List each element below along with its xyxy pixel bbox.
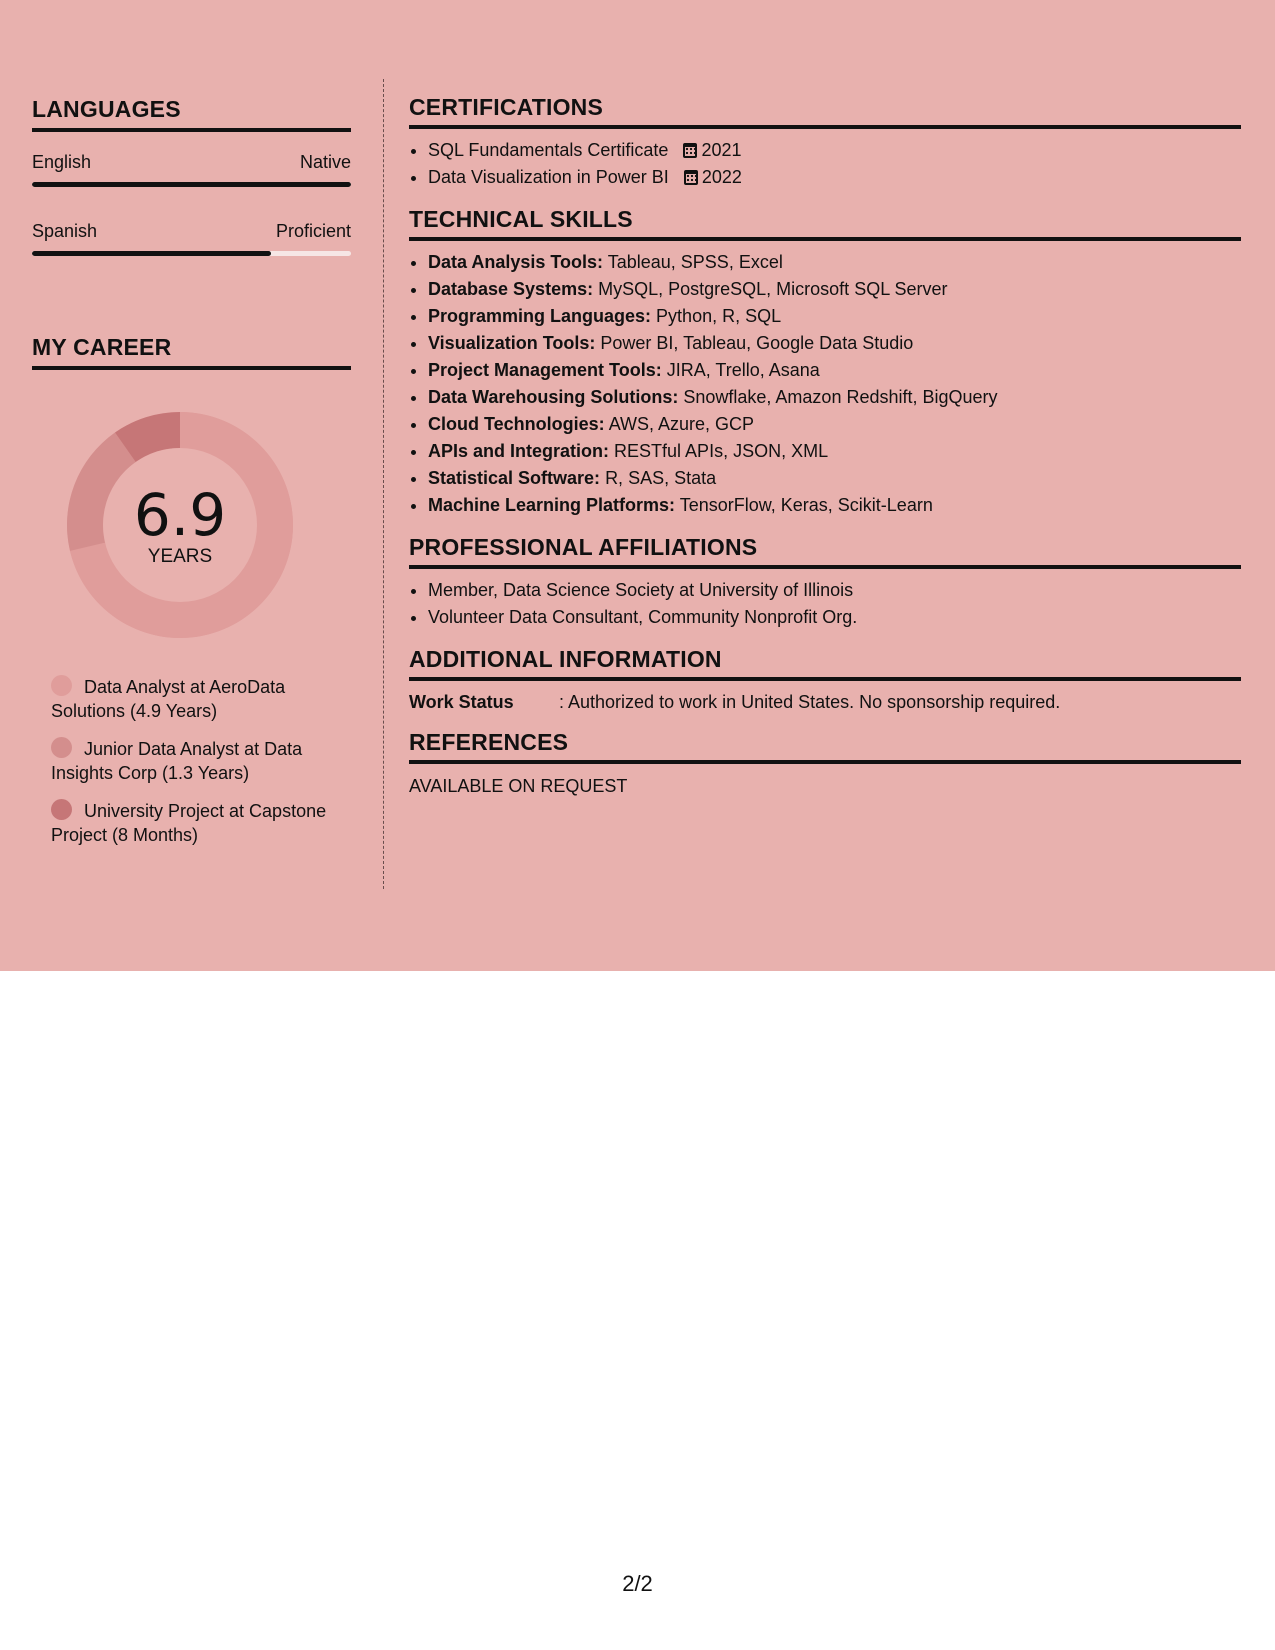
skill-item [428,330,1241,357]
legend-item [51,799,341,847]
work-status-row [409,690,1241,714]
skill-item [428,303,1241,330]
calendar-icon [684,170,698,185]
skill-values: JIRA, Trello, Asana [666,360,820,380]
skill-category: Programming Languages: [428,306,652,326]
calendar-icon [683,143,697,158]
skill-category: Data Warehousing Solutions: [428,387,679,407]
skill-values: R, SAS, Stata [605,468,717,488]
career-title: MY CAREER [32,333,351,370]
skill-item [428,276,1241,303]
certification-item [428,164,1241,191]
certification-name: SQL Fundamentals Certificate [428,140,669,160]
skill-category: Cloud Technologies: [428,414,605,434]
legend-label: University Project at Capstone Project (8 Months) [51,801,327,845]
skill-values: TensorFlow, Keras, Scikit-Learn [679,495,933,515]
skill-values: Tableau, SPSS, Excel [607,252,783,272]
additional-info-section [409,645,1241,714]
certification-year: 2022 [701,167,742,187]
skill-item [428,411,1241,438]
skill-values: Snowflake, Amazon Redshift, BigQuery [683,387,998,407]
affiliation-item: • Member, Data Science Society at University of Illinois [428,577,1241,604]
skill-values: MySQL, PostgreSQL, Microsoft SQL Server [598,279,948,299]
language-proficiency-bar [32,182,351,187]
left-column [32,95,351,861]
technical-skills-title: TECHNICAL SKILLS [409,205,1241,241]
skill-values: Python, R, SQL [656,306,782,326]
skill-item [428,249,1241,276]
language-proficiency-bar [32,251,351,256]
work-status-label: Work Status [409,692,514,712]
language-level: Native [299,152,351,172]
skill-item [428,357,1241,384]
skill-category: Database Systems: [428,279,594,299]
certifications-title: CERTIFICATIONS [409,93,1241,129]
certifications-section [409,93,1241,191]
certification-name: Data Visualization in Power BI [428,167,669,187]
language-proficiency-fill [32,251,271,256]
career-donut-chart [67,412,293,638]
skill-category: APIs and Integration: [428,441,610,461]
certifications-list [409,137,1241,191]
career-total-years: 6.9 [133,481,227,549]
right-column [409,93,1241,798]
skill-item [428,438,1241,465]
skill-values: RESTful APIs, JSON, XML [614,441,829,461]
career-legend [51,675,351,847]
career-total-unit: YEARS [147,546,213,567]
legend-swatch [51,675,72,696]
skill-category: Machine Learning Platforms: [428,495,676,515]
languages-title: LANGUAGES [32,95,351,132]
language-level: Proficient [275,221,351,241]
skill-item [428,465,1241,492]
references-title: REFERENCES [409,728,1241,764]
references-section [409,728,1241,798]
legend-label: Data Analyst at AeroData Solutions (4.9 Years) [51,677,286,721]
language-name: Spanish [32,221,98,241]
skill-values: Power BI, Tableau, Google Data Studio [600,333,914,353]
skill-category: Statistical Software: [428,468,601,488]
language-item-english [32,151,351,187]
skill-item [428,384,1241,411]
skill-item [428,492,1241,519]
legend-item [51,675,341,723]
language-name: English [32,152,92,172]
work-status-value: : Authorized to work in United States. No sponsorship required. [559,692,1061,712]
legend-swatch [51,737,72,758]
column-divider [383,79,384,889]
page-number: 2/2 [622,1571,653,1596]
certification-item [428,137,1241,164]
technical-skills-list [409,249,1241,519]
technical-skills-section [409,205,1241,519]
language-item-spanish [32,220,351,256]
skill-category: Visualization Tools: [428,333,596,353]
skill-category: Data Analysis Tools: [428,252,604,272]
affiliations-title: PROFESSIONAL AFFILIATIONS [409,533,1241,569]
affiliations-list [409,577,1241,631]
legend-item [51,737,341,785]
references-text: AVAILABLE ON REQUEST [409,776,628,796]
donut-center [67,481,293,568]
legend-swatch [51,799,72,820]
skill-values: AWS, Azure, GCP [608,414,755,434]
skill-category: Project Management Tools: [428,360,662,380]
language-proficiency-fill [32,182,351,187]
affiliation-item: • Volunteer Data Consultant, Community Nonprofit Org. [428,604,1241,631]
legend-label: Junior Data Analyst at Data Insights Corp (1.3 Years) [51,739,303,783]
certification-year: 2021 [701,140,742,160]
affiliations-section [409,533,1241,631]
additional-info-title: ADDITIONAL INFORMATION [409,645,1241,681]
